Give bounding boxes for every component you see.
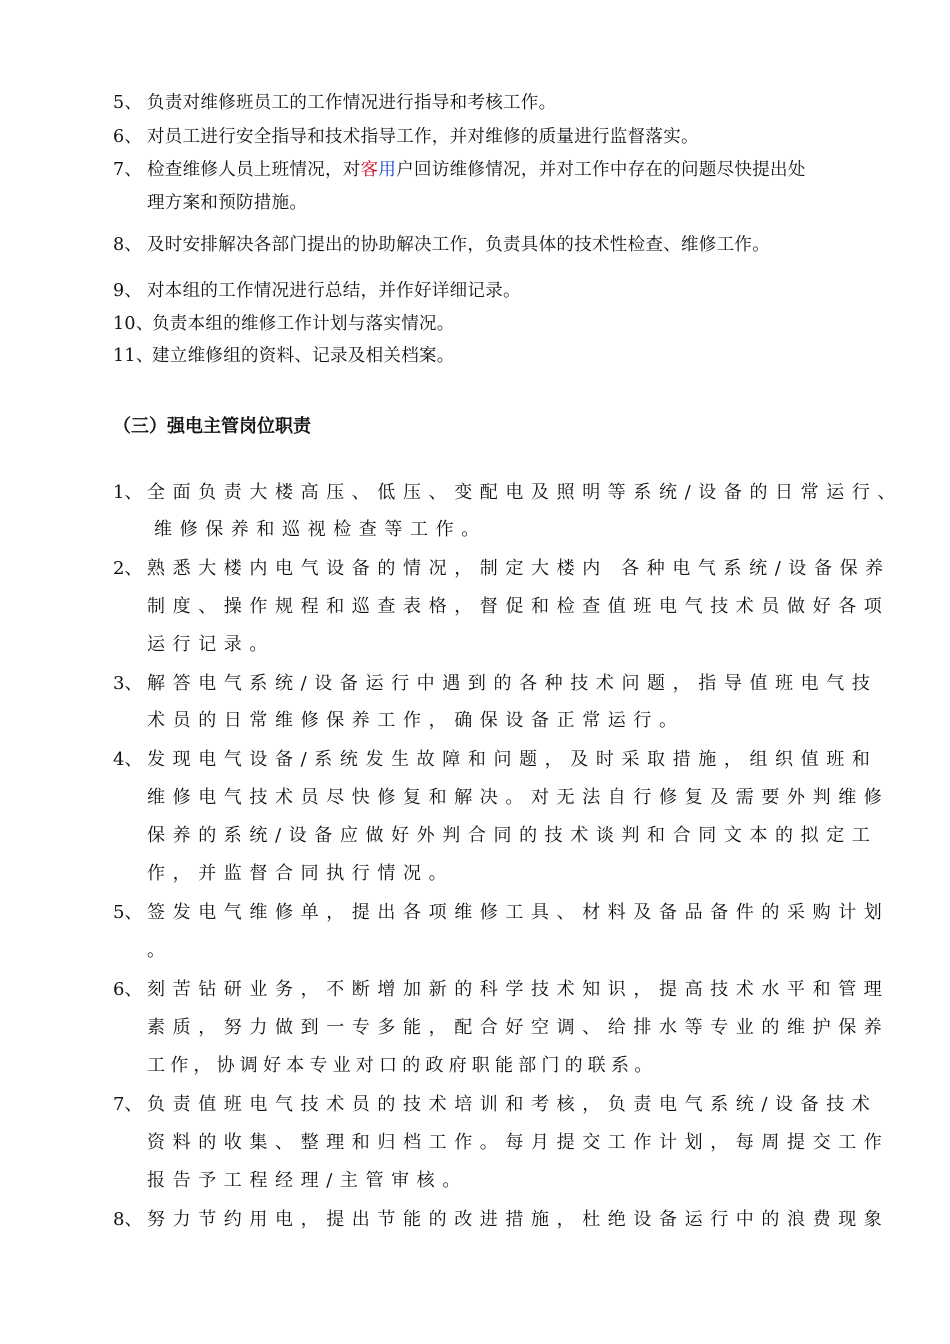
item-number: 8、: [113, 1209, 143, 1230]
item-text: 刻苦钻研业务，不断增加新的科学技术知识，提高技术水平和管理: [147, 979, 890, 1000]
item-text: 对本组的工作情况进行总结，并作好详细记录。: [147, 281, 521, 301]
item-number: 8、: [113, 235, 143, 255]
item-number: 5、: [113, 93, 143, 113]
item-text: 努力节约用电，提出节能的改进措施，杜绝设备运行中的浪费现象: [147, 1209, 890, 1230]
item-text: 资料的收集、整理和归档工作。每月提交工作计划，每周提交工作: [147, 1132, 890, 1153]
item-number: 1、: [113, 482, 143, 503]
item-text-part: 检查维修人员上班情况，对: [147, 160, 361, 180]
item-number: 6、: [113, 979, 143, 1000]
item-number: 2、: [113, 558, 143, 579]
item-text: 维修保养和巡视检查等工作。: [154, 519, 487, 540]
item-text: 报告予工程经理/主管审核。: [147, 1170, 468, 1191]
item-number: 7、: [113, 160, 143, 180]
item-text: 维修电气技术员尽快修复和解决。对无法自行修复及需要外判维修: [147, 787, 890, 808]
item-text: 对员工进行安全指导和技术指导工作，并对维修的质量进行监督落实。: [147, 127, 699, 147]
item-text: 解答电气系统/设备运行中遇到的各种技术问题，指导值班电气技: [147, 673, 878, 694]
item-text: 负责值班电气技术员的技术培训和考核，负责电气系统/设备技术: [147, 1094, 878, 1115]
item-text: 负责对维修班员工的工作情况进行指导和考核工作。: [147, 93, 557, 113]
item-number: 6、: [113, 127, 143, 147]
item-text: 理方案和预防措施。: [147, 193, 308, 213]
item-number: 5、: [113, 902, 143, 923]
highlight-red: 客: [360, 160, 379, 180]
item-text: 熟悉大楼内电气设备的情况，制定大楼内 各种电气系统/设备保养: [147, 558, 891, 579]
item-text: 全面负责大楼高压、低压、变配电及照明等系统/设备的日常运行、: [147, 482, 904, 503]
item-number: 10、: [113, 314, 154, 334]
item-text: 发现电气设备/系统发生故障和问题，及时采取措施，组织值班和: [147, 749, 878, 770]
highlight-blue: 用: [378, 160, 397, 180]
item-text: 素质，努力做到一专多能，配合好空调、给排水等专业的维护保养: [147, 1017, 890, 1038]
item-text: 负责本组的维修工作计划与落实情况。: [152, 314, 455, 334]
item-text: 签发电气维修单，提出各项维修工具、材料及备品备件的采购计划: [147, 902, 890, 923]
section-heading: （三）强电主管岗位职责: [113, 416, 311, 437]
item-text: 作，并监督合同执行情况。: [147, 863, 455, 884]
item-number: 9、: [113, 281, 143, 301]
item-text: 术员的日常维修保养工作，确保设备正常运行。: [147, 710, 685, 731]
item-text: 保养的系统/设备应做好外判合同的技术谈判和合同文本的拟定工: [147, 825, 878, 846]
item-text: 工作，协调好本专业对口的政府职能部门的联系。: [147, 1055, 658, 1076]
item-text: 制度、操作规程和巡查表格，督促和检查值班电气技术员做好各项: [147, 596, 890, 617]
item-text: 建立维修组的资料、记录及相关档案。: [152, 346, 455, 366]
item-text: [147, 159, 806, 181]
item-number: 11、: [113, 346, 154, 366]
item-text: 运行记录。: [147, 634, 275, 655]
item-number: 7、: [113, 1094, 143, 1115]
item-number: 4、: [113, 749, 143, 770]
item-text: 及时安排解决各部门提出的协助解决工作，负责具体的技术性检查、维修工作。: [147, 235, 770, 255]
item-text: 。: [147, 940, 173, 961]
item-text-part: 户回访维修情况，并对工作中存在的问题尽快提出处: [396, 160, 806, 180]
item-number: 3、: [113, 673, 143, 694]
